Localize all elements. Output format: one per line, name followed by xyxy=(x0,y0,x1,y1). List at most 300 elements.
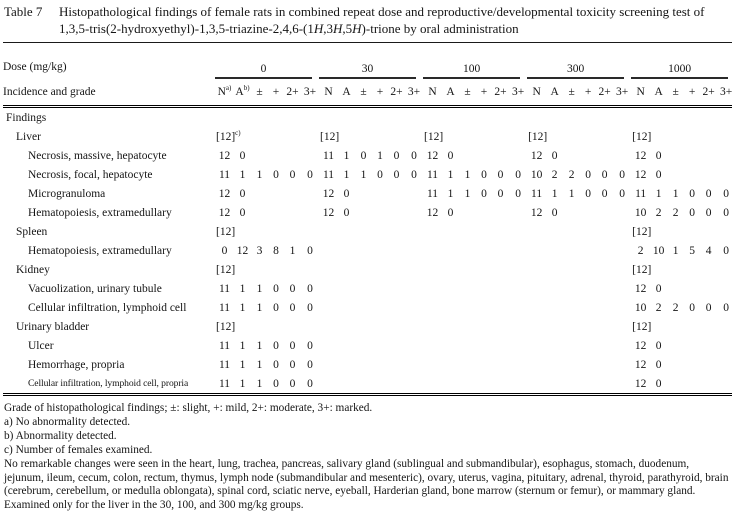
dose-column-header xyxy=(423,43,527,80)
grade-value-cell: 1 xyxy=(239,339,246,352)
grade-value-cell: 0 xyxy=(377,168,383,181)
empty-group-cell xyxy=(527,260,631,279)
grade-value-cell: 1 xyxy=(256,282,263,295)
empty-group-cell xyxy=(319,336,423,355)
grade-value-cell: 12 xyxy=(530,149,543,162)
grade-value-cell xyxy=(717,279,732,298)
dose-value: 1000 xyxy=(631,63,728,79)
examined-count: [12] xyxy=(424,130,444,143)
grade-value-cell xyxy=(355,184,372,203)
grade-value-cell xyxy=(268,146,284,165)
grade-value-cell: 1 xyxy=(655,187,662,200)
grade-value-cell: 1 xyxy=(464,168,471,181)
grade-column-header: 3+ xyxy=(717,79,732,107)
organ-row xyxy=(3,317,732,336)
footnote-line: Examined only for the liver in the 30, 100, and 300 mg/kg groups. xyxy=(4,499,304,512)
finding-label: Cellular infiltration, lymphoid cell xyxy=(28,301,187,314)
grade-value-cell xyxy=(700,355,717,374)
grade-value-cell: 0 xyxy=(393,149,400,162)
grade-column-header: 3+ xyxy=(301,79,319,107)
finding-label: Hemorrhage, propria xyxy=(28,358,125,371)
grade-value-cell: 12 xyxy=(634,168,647,181)
grade-value-cell: 0 xyxy=(650,374,667,395)
grade-value-cell: 0 xyxy=(343,187,350,200)
footnotes xyxy=(4,402,730,513)
grade-value-cell: 0 xyxy=(307,244,313,257)
grade-value-cell: 10 xyxy=(530,168,543,181)
grade-value-cell: 0 xyxy=(619,187,625,200)
grade-value-cell: 0 xyxy=(301,374,319,395)
footnote-line: a) No abnormality detected. xyxy=(4,415,131,428)
finding-label: Liver xyxy=(16,130,41,143)
grade-value-cell xyxy=(284,184,301,203)
grade-value-cell xyxy=(684,279,700,298)
grade-column-header: N xyxy=(319,79,338,107)
grade-header-row xyxy=(3,79,732,107)
footnote-marker: c) xyxy=(235,128,241,137)
finding-label: Spleen xyxy=(16,225,48,238)
grade-value-cell: 1 xyxy=(289,244,296,257)
grade-value-cell: 1 xyxy=(234,374,251,395)
grade-column-header: + xyxy=(372,79,388,107)
footnote-line: c) Number of females examined. xyxy=(4,443,153,456)
footnote-marker: a) xyxy=(225,84,232,93)
grade-value-cell: 0 xyxy=(411,149,417,162)
grade-value-cell: 1 xyxy=(377,149,383,162)
grade-value-cell: 5 xyxy=(689,244,696,257)
finding-row xyxy=(3,184,732,203)
grade-value-cell: 0 xyxy=(585,168,591,181)
grade-value-cell: 0 xyxy=(655,149,662,162)
grade-value-cell: 1 xyxy=(447,168,454,181)
finding-row xyxy=(3,336,732,355)
caption-italic-segment: H xyxy=(352,20,362,36)
grade-value-cell: 0 xyxy=(689,301,696,314)
grade-value-cell: 0 xyxy=(705,206,712,219)
grade-value-cell: 0 xyxy=(307,358,313,371)
caption-segment: Histopathological findings of female rats in combined repeat dose and reproductive/developmental toxicity screening test of 1,3,5-tris(2-hydroxyethyl)-1,3,5-triazine-2,4,6-(1 xyxy=(59,4,705,36)
grade-value-cell: 1 xyxy=(256,168,263,181)
empty-group-cell xyxy=(319,260,423,279)
grade-value-cell: 11 xyxy=(218,358,231,371)
examined-count: [12] xyxy=(632,263,652,276)
empty-group-cell xyxy=(319,374,423,395)
grade-value-cell: 0 xyxy=(360,149,367,162)
grade-value-cell: 0 xyxy=(601,187,608,200)
grade-value-cell: 0 xyxy=(705,187,712,200)
grade-value-cell: 0 xyxy=(289,168,296,181)
grade-value-cell xyxy=(580,146,596,165)
finding-row xyxy=(3,241,732,260)
empty-group-cell xyxy=(319,222,423,241)
grade-value-cell: 11 xyxy=(218,301,231,314)
empty-group-cell xyxy=(423,222,527,241)
grade-column-header: ± xyxy=(667,79,684,107)
finding-row xyxy=(3,203,732,222)
grade-value-cell: 0 xyxy=(447,149,454,162)
grade-value-cell xyxy=(684,146,700,165)
grade-value-cell xyxy=(667,165,684,184)
grade-value-cell: 11 xyxy=(635,187,647,200)
grade-value-cell xyxy=(492,203,509,222)
grade-value-cell: 10 xyxy=(634,206,647,219)
incidence-label: Incidence and grade xyxy=(3,79,215,107)
grade-value-cell xyxy=(301,146,319,165)
grade-value-cell: 11 xyxy=(426,187,439,200)
grade-value-cell: 4 xyxy=(705,244,712,257)
grade-value-cell: 0 xyxy=(601,168,608,181)
grade-value-cell: 0 xyxy=(447,206,454,219)
grade-value-cell: 0 xyxy=(273,168,279,181)
grade-value-cell: 0 xyxy=(239,206,246,219)
grade-value-cell: 1 xyxy=(464,187,471,200)
grade-value-cell: 0 xyxy=(551,206,558,219)
grade-value-cell: 0 xyxy=(289,339,296,352)
grade-column-header: A xyxy=(650,79,667,107)
grade-value-cell xyxy=(476,203,492,222)
grade-value-cell: 0 xyxy=(268,374,284,395)
grade-value-cell: 0 xyxy=(411,168,417,181)
grade-value-cell: 1 xyxy=(672,187,679,200)
grade-value-cell: 10 xyxy=(634,301,647,314)
grade-value-cell: 2 xyxy=(655,206,662,219)
empty-group-cell xyxy=(423,241,527,260)
grade-value-cell: 0 xyxy=(307,339,313,352)
finding-label: Urinary bladder xyxy=(16,320,90,333)
grade-value-cell: 0 xyxy=(221,244,228,257)
grade-value-cell: 2 xyxy=(568,168,575,181)
grade-value-cell xyxy=(405,203,423,222)
grade-column-header: $N^{a)}$ xyxy=(215,79,234,107)
finding-label: Kidney xyxy=(16,263,50,276)
empty-group-cell xyxy=(319,298,423,317)
grade-value-cell: 12 xyxy=(322,187,335,200)
empty-group-cell xyxy=(423,279,527,298)
table-caption xyxy=(59,4,730,37)
finding-label: Ulcer xyxy=(28,339,54,352)
grade-value-cell: 0 xyxy=(343,206,350,219)
grade-value-cell: 12 xyxy=(236,244,249,257)
finding-row xyxy=(3,374,732,395)
dose-header-row xyxy=(3,43,732,80)
grade-value-cell xyxy=(717,165,732,184)
grade-column-header: ± xyxy=(563,79,580,107)
grade-value-cell: 1 xyxy=(256,358,263,371)
empty-group-cell xyxy=(423,260,527,279)
footnote-marker: b) xyxy=(243,84,250,93)
grade-value-cell xyxy=(388,203,405,222)
grade-value-cell: 1 xyxy=(672,244,679,257)
grade-value-cell xyxy=(700,146,717,165)
grade-column-header: + xyxy=(684,79,700,107)
grade-value-cell: 0 xyxy=(551,149,558,162)
grade-value-cell: 0 xyxy=(655,282,662,295)
grade-value-cell: 12 xyxy=(426,206,439,219)
grade-value-cell xyxy=(459,203,476,222)
grade-value-cell xyxy=(251,184,268,203)
caption-segment: ,3 xyxy=(323,20,334,36)
grade-value-cell: 12 xyxy=(218,206,231,219)
grade-value-cell: 11 xyxy=(218,339,231,352)
finding-row xyxy=(3,355,732,374)
grade-value-cell: 1 xyxy=(239,168,246,181)
grade-value-cell xyxy=(667,336,684,355)
finding-label: Vacuolization, urinary tubule xyxy=(28,282,162,295)
grade-value-cell xyxy=(596,203,613,222)
grade-value-cell xyxy=(667,355,684,374)
grade-value-cell xyxy=(580,203,596,222)
grade-value-cell xyxy=(596,146,613,165)
grade-column-header: + xyxy=(268,79,284,107)
grade-value-cell xyxy=(372,184,388,203)
grade-value-cell: 2 xyxy=(551,168,558,181)
grade-value-cell: 0 xyxy=(619,168,625,181)
grade-value-cell xyxy=(717,336,732,355)
finding-row xyxy=(3,165,732,184)
grade-value-cell: 1 xyxy=(568,187,575,200)
grade-value-cell xyxy=(509,203,527,222)
grade-value-cell: 0 xyxy=(273,301,279,314)
grade-value-cell: 1 xyxy=(343,168,350,181)
grade-column-header: 2+ xyxy=(596,79,613,107)
grade-value-cell: 0 xyxy=(289,301,296,314)
dose-column-header xyxy=(527,43,631,80)
grade-value-cell xyxy=(355,203,372,222)
dose-column-header xyxy=(215,43,319,80)
grade-column-header: 3+ xyxy=(509,79,527,107)
empty-group-cell xyxy=(527,336,631,355)
table-title xyxy=(4,4,730,37)
grade-value-cell xyxy=(372,203,388,222)
grade-column-header: $A^{b)}$ xyxy=(234,79,251,107)
grade-value-cell: 0 xyxy=(723,244,730,257)
grade-value-cell xyxy=(717,374,732,395)
grade-value-cell: 12 xyxy=(631,374,650,395)
organ-row xyxy=(3,260,732,279)
grade-value-cell xyxy=(684,336,700,355)
grade-value-cell: 11 xyxy=(531,187,543,200)
grade-value-cell: 11 xyxy=(218,168,231,181)
grade-column-header: 2+ xyxy=(492,79,509,107)
grade-column-header: 2+ xyxy=(284,79,301,107)
grade-value-cell xyxy=(492,146,509,165)
grade-value-cell xyxy=(717,146,732,165)
caption-italic-segment: H xyxy=(333,20,343,36)
grade-column-header: ± xyxy=(459,79,476,107)
organ-row xyxy=(3,127,732,146)
finding-label: Microgranuloma xyxy=(28,187,106,200)
grade-value-cell: 0 xyxy=(307,301,313,314)
dose-value: 0 xyxy=(215,63,312,79)
grade-value-cell: 11 xyxy=(215,374,234,395)
examined-count: [12] xyxy=(216,225,236,238)
empty-group-cell xyxy=(423,298,527,317)
caption-italic-segment: H xyxy=(313,20,324,36)
grade-value-cell: 12 xyxy=(634,282,647,295)
empty-group-cell xyxy=(527,298,631,317)
empty-group-cell xyxy=(527,317,631,336)
grade-value-cell xyxy=(613,146,631,165)
grade-value-cell: 3 xyxy=(256,244,263,257)
grade-value-cell: 0 xyxy=(515,168,521,181)
grade-value-cell xyxy=(476,146,492,165)
grade-column-header: N xyxy=(527,79,546,107)
empty-group-cell xyxy=(319,355,423,374)
grade-column-header: ± xyxy=(251,79,268,107)
caption-segment: ,5 xyxy=(342,20,353,36)
grade-value-cell: 0 xyxy=(273,339,279,352)
grade-value-cell xyxy=(700,279,717,298)
grade-value-cell xyxy=(613,203,631,222)
examined-count: [12] xyxy=(528,130,548,143)
grade-value-cell xyxy=(509,146,527,165)
grade-value-cell xyxy=(667,146,684,165)
grade-value-cell: 0 xyxy=(689,206,696,219)
finding-row xyxy=(3,146,732,165)
empty-group-cell xyxy=(527,241,631,260)
grade-value-cell: 1 xyxy=(360,168,367,181)
grade-value-cell xyxy=(268,184,284,203)
grade-value-cell xyxy=(301,203,319,222)
grade-column-header: ± xyxy=(355,79,372,107)
grade-value-cell xyxy=(700,165,717,184)
empty-group-cell xyxy=(319,317,423,336)
grade-column-header: 3+ xyxy=(613,79,631,107)
grade-value-cell: 2 xyxy=(637,244,644,257)
grade-value-cell xyxy=(700,336,717,355)
grade-value-cell xyxy=(717,355,732,374)
grade-value-cell xyxy=(700,374,717,395)
grade-value-cell: 1 xyxy=(239,301,246,314)
grade-column-header: A xyxy=(546,79,563,107)
grade-value-cell xyxy=(459,146,476,165)
grade-value-cell: 0 xyxy=(515,187,521,200)
grade-value-cell: 0 xyxy=(307,282,313,295)
empty-group-cell xyxy=(423,374,527,395)
grade-value-cell: 12 xyxy=(634,358,647,371)
dose-value: 30 xyxy=(319,63,416,79)
grade-value-cell: 12 xyxy=(634,149,647,162)
grade-value-cell xyxy=(563,203,580,222)
examined-count: [12] xyxy=(632,130,652,143)
footnote-line: No remarkable changes were seen in the heart, lung, trachea, pancreas, salivary gland (sublingual and submandibular), esophagus, stomach, duodenum, jejunum, ileum, cecum, colon, rectum, thymus, lymph node (submandibular and mesenteric), ovary, uterus, vagina, pituitary, adrenal, thyroid, parathyroid, brain (cerebrum, cerebellum, or medulla oblongata), spinal cord, sciatic nerve, eyeball, Harderian gland, bone marrow (sternum or femur), or mammary gland. xyxy=(4,457,729,498)
grade-value-cell xyxy=(251,146,268,165)
grade-value-cell xyxy=(268,203,284,222)
histopathology-table xyxy=(3,42,732,396)
grade-value-cell: 0 xyxy=(239,149,246,162)
finding-label: Necrosis, focal, hepatocyte xyxy=(28,168,153,181)
findings-section-row xyxy=(3,107,732,128)
grade-value-cell: 0 xyxy=(481,168,487,181)
grade-value-cell: 12 xyxy=(634,339,647,352)
footnote-line: Grade of histopathological findings; ±: slight, +: mild, 2+: moderate, 3+: marked. xyxy=(4,402,373,414)
examined-count: [12] xyxy=(320,130,340,143)
grade-value-cell xyxy=(301,184,319,203)
empty-group-cell xyxy=(527,222,631,241)
findings-section-header: Findings xyxy=(6,111,47,124)
caption-segment: )-trione by oral administration xyxy=(361,20,519,36)
dose-column-header xyxy=(631,43,732,80)
organ-row xyxy=(3,222,732,241)
grade-value-cell: 2 xyxy=(655,301,662,314)
finding-row xyxy=(3,279,732,298)
empty-group-cell xyxy=(319,241,423,260)
grade-value-cell xyxy=(388,184,405,203)
empty-group-cell xyxy=(423,355,527,374)
empty-group-cell xyxy=(527,279,631,298)
grade-value-cell xyxy=(284,146,301,165)
grade-value-cell xyxy=(684,374,700,395)
grade-value-cell xyxy=(563,146,580,165)
grade-value-cell xyxy=(667,374,684,395)
finding-label: Cellular infiltration, lymphoid cell, propria xyxy=(3,374,215,395)
grade-value-cell: 0 xyxy=(393,168,400,181)
grade-value-cell: 0 xyxy=(723,206,730,219)
grade-value-cell: 0 xyxy=(289,282,296,295)
grade-value-cell: 0 xyxy=(585,187,591,200)
grade-column-header: + xyxy=(476,79,492,107)
empty-group-cell xyxy=(423,317,527,336)
grade-value-cell: 0 xyxy=(273,282,279,295)
examined-count: [12] xyxy=(632,225,652,238)
grade-value-cell: 11 xyxy=(218,282,231,295)
grade-value-cell: 2 xyxy=(672,206,679,219)
grade-value-cell xyxy=(684,165,700,184)
empty-group-cell xyxy=(423,336,527,355)
finding-label: Hematopoiesis, extramedullary xyxy=(28,206,172,219)
dose-value: 100 xyxy=(423,63,520,79)
grade-value-cell: 1 xyxy=(256,301,263,314)
finding-label: Necrosis, massive, hepatocyte xyxy=(28,149,167,162)
footnote-line: b) Abnormality detected. xyxy=(4,429,117,442)
grade-value-cell: 0 xyxy=(497,187,504,200)
grade-value-cell: 1 xyxy=(251,374,268,395)
grade-value-cell: 8 xyxy=(273,244,279,257)
grade-column-header: 2+ xyxy=(700,79,717,107)
grade-value-cell: 0 xyxy=(655,358,662,371)
grade-value-cell xyxy=(251,203,268,222)
grade-value-cell: 0 xyxy=(481,187,487,200)
grade-column-header: 3+ xyxy=(405,79,423,107)
empty-group-cell xyxy=(527,374,631,395)
grade-value-cell: 12 xyxy=(322,206,335,219)
examined-count: [12] xyxy=(216,320,236,333)
examined-count: [12] xyxy=(216,263,236,276)
grade-column-header: 2+ xyxy=(388,79,405,107)
grade-value-cell: 0 xyxy=(289,358,296,371)
grade-value-cell: 0 xyxy=(497,168,504,181)
grade-column-header: A xyxy=(338,79,355,107)
empty-group-cell xyxy=(319,279,423,298)
grade-value-cell: 11 xyxy=(322,149,335,162)
grade-value-cell xyxy=(284,203,301,222)
grade-value-cell: 12 xyxy=(218,187,231,200)
grade-value-cell: 0 xyxy=(705,301,712,314)
grade-value-cell: 12 xyxy=(530,206,543,219)
finding-row xyxy=(3,298,732,317)
empty-group-cell xyxy=(527,355,631,374)
grade-column-header: A xyxy=(442,79,459,107)
dose-value: 300 xyxy=(527,63,624,79)
examined-count: $[12]^{c)}$ xyxy=(216,128,241,143)
grade-value-cell: 10 xyxy=(652,244,665,257)
finding-label: Hematopoiesis, extramedullary xyxy=(28,244,172,257)
dose-column-header xyxy=(319,43,423,80)
grade-value-cell: 0 xyxy=(723,187,730,200)
grade-value-cell: 12 xyxy=(218,149,231,162)
grade-value-cell xyxy=(684,355,700,374)
grade-value-cell: 12 xyxy=(426,149,439,162)
